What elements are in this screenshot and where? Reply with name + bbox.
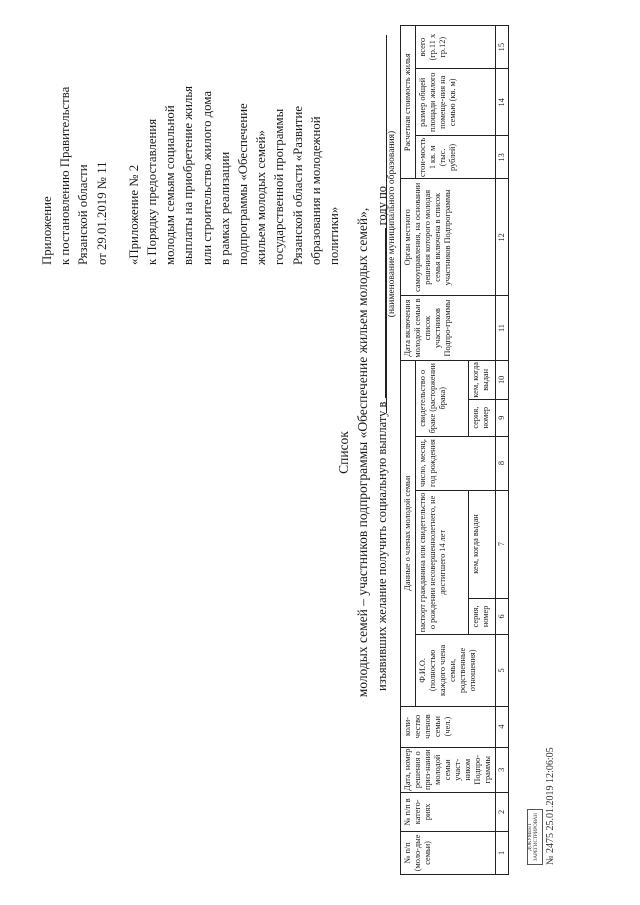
column-number: 11: [496, 296, 509, 361]
annex-line: выплаты на приобретение жилья: [181, 85, 196, 265]
annex-line: к постановлению Правительства: [58, 86, 73, 265]
annex-line: Рязанской области «Развитие: [290, 105, 305, 265]
families-table: [400, 25, 509, 875]
col-header-m-issued: кем, когда выдан: [468, 360, 495, 399]
column-number: 9: [496, 399, 509, 436]
annex-gap: [111, 20, 125, 265]
col-header-organ: Орган местного самоуправления, на основании решения которого молодая семья включена в список участников Подпрограммы: [401, 179, 496, 296]
column-number-row: [496, 26, 509, 875]
annex-line: или строительство жилого дома: [199, 90, 214, 265]
document-title: Список: [336, 431, 351, 474]
annex-line: политики»: [327, 206, 342, 265]
col-header-passport: паспорт гражданина или свидетельство о рождении несовершеннолетнего, не достигшего 14 лет: [416, 490, 469, 635]
column-number: 5: [496, 635, 509, 706]
annex-line: Рязанской области: [76, 164, 91, 265]
column-number: 14: [496, 69, 509, 136]
annex-line: в рамках реализации: [217, 151, 232, 265]
annex-line: образования и молодежной: [308, 116, 323, 265]
subtitle-text-b: году по: [375, 185, 389, 226]
col-header-area: размер общей площади жилого помеще-ния на семью (кв. м): [416, 69, 496, 136]
column-number: 3: [496, 747, 509, 792]
annex-line: жильем молодых семей»: [254, 130, 269, 265]
annex-line: от 29.01.2019 № 11: [94, 161, 109, 265]
col-header-series: серия, номер: [468, 598, 495, 635]
year-blank: [373, 228, 386, 398]
column-number: 15: [496, 26, 509, 69]
column-number: 6: [496, 598, 509, 635]
col-header-no-cat: № п/п в катего-риях: [401, 792, 496, 831]
column-number: 13: [496, 136, 509, 179]
column-number: 12: [496, 179, 509, 296]
annex-line: государственной программы: [272, 108, 287, 265]
column-number: 10: [496, 360, 509, 399]
col-header-marriage: свидетельство о браке (расторжении брака): [416, 360, 469, 436]
col-header-birth: число, месяц, год рождения: [416, 436, 496, 490]
document-subtitle: молодых семей – участников подпрограммы «Обеспечение жильем молодых семей»,: [355, 207, 370, 698]
annex-block: [38, 20, 343, 265]
annex-line: подпрограммы «Обеспечение: [236, 103, 251, 265]
annex-line: «Приложение № 2: [126, 164, 141, 265]
annex-line: молодым семьям социальной: [163, 105, 178, 265]
col-header-fio: Ф.И.О. (полностью каждого члена семьи, родственные отношения): [416, 635, 496, 706]
col-header-cost-group: Расчетная стоимость жилья: [401, 26, 416, 179]
column-number: 2: [496, 792, 509, 831]
subtitle-text-a: изъявивших желание получить социальную выплату в: [375, 401, 389, 691]
col-header-date: Дата, номер решения о приз-нании молодой семьи участ-ником Подпро-граммы: [401, 747, 496, 792]
table-header-row: [401, 26, 416, 875]
col-header-family-group: Данные о членах молодой семьи: [401, 360, 416, 706]
registration-logo: ДОКУМЕНТ ЗАРЕГИСТРИРОВАН: [527, 809, 543, 865]
col-header-total: всего (гр.11 x гр.12): [416, 26, 496, 69]
annex-line: Приложение: [40, 196, 54, 265]
col-header-issued: кем, когда выдан: [468, 490, 495, 598]
registration-stamp: № 2475 25.01.2019 12:06:05: [545, 747, 556, 865]
col-header-count: коли-чество членов семьи (чел.): [401, 706, 496, 747]
column-number: 8: [496, 436, 509, 490]
column-number: 4: [496, 706, 509, 747]
col-header-m-series: серия, номер: [468, 399, 495, 436]
municipality-label: (наименование муниципального образования): [387, 130, 397, 318]
column-number: 1: [496, 831, 509, 874]
annex-line: к Порядку предоставления: [145, 118, 160, 265]
col-header-inclusion: Дата включения молодой семьи в список участников Подпро-граммы: [401, 296, 496, 361]
col-header-no: № п/п (моло-дые семьи): [401, 831, 496, 874]
col-header-price: стои-мость 1 кв. м (тыс. рублей): [416, 136, 496, 179]
column-number: 7: [496, 490, 509, 598]
